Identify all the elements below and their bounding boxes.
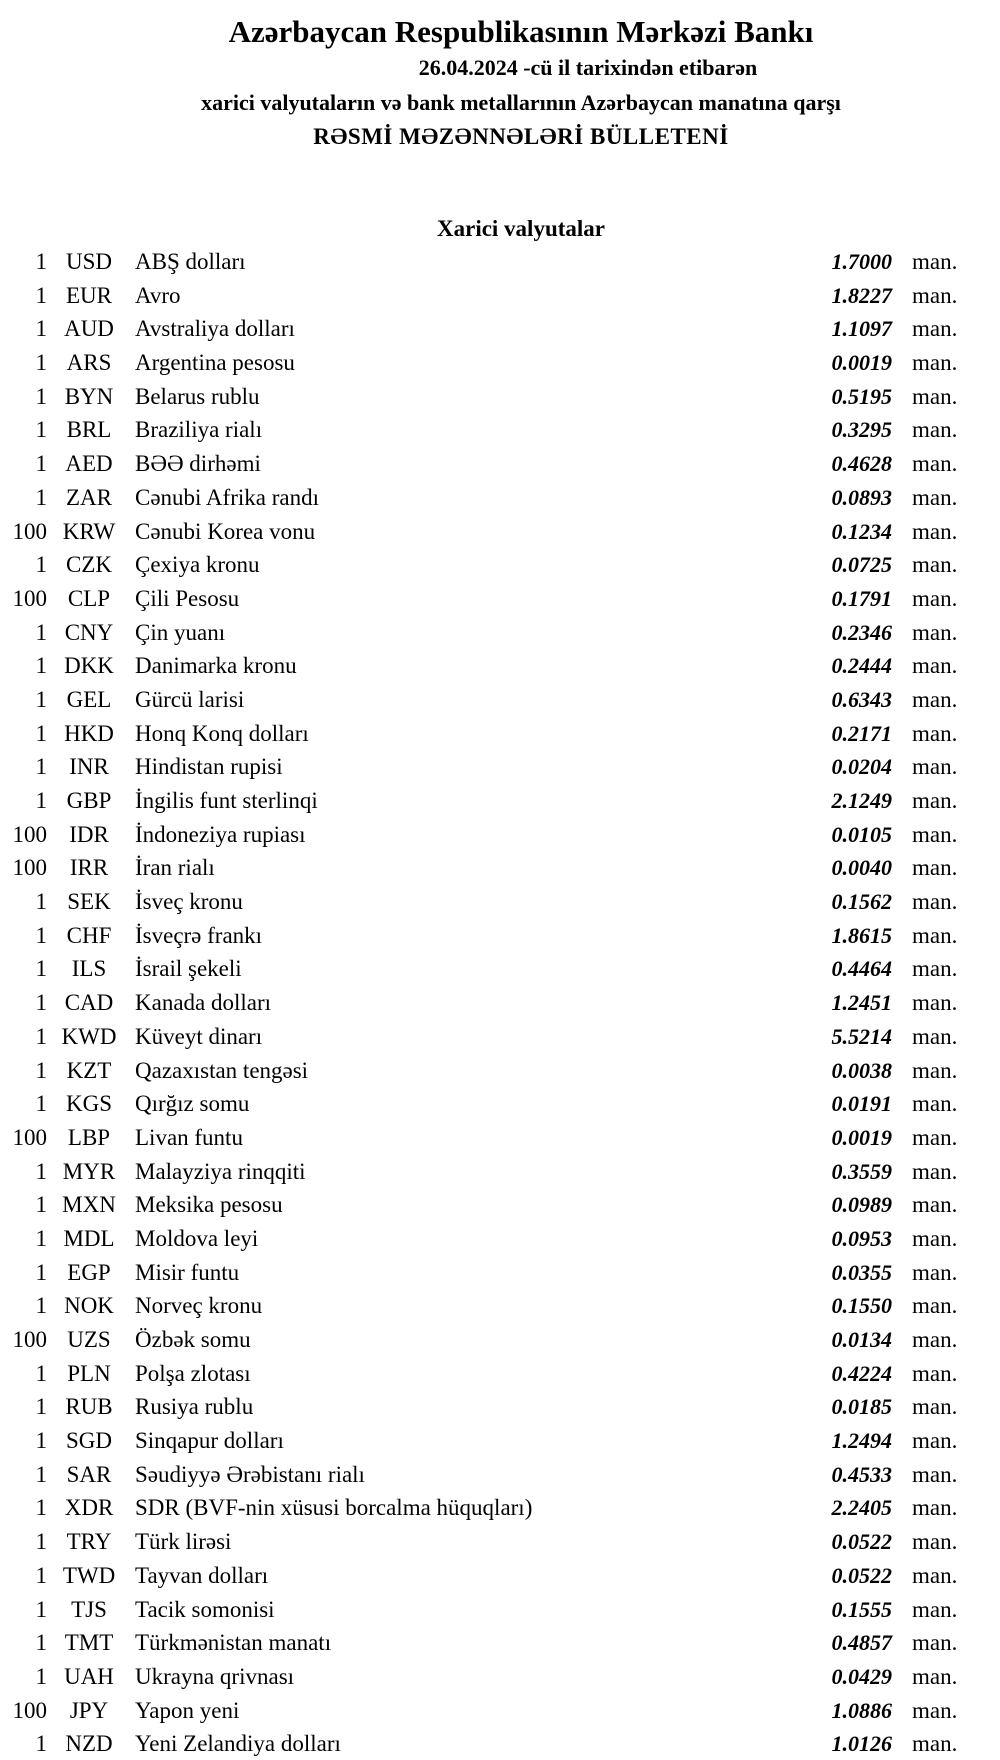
currency-code: UAH — [64, 1663, 114, 1689]
currency-code: TRY — [66, 1529, 112, 1555]
currency-code: NZD — [65, 1731, 113, 1757]
document-title: Azərbaycan Respublikasının Mərkəzi Bankı — [228, 14, 814, 49]
effective-date-line: 26.04.2024 -cü il tarixindən etibarən — [418, 55, 758, 80]
rate-value: 0.3295 — [831, 417, 892, 443]
rate-value: 0.1555 — [831, 1596, 892, 1622]
currency-name: Qazaxıstan tengəsi — [135, 1057, 309, 1083]
currency-code: KZT — [66, 1057, 112, 1083]
table-row — [0, 1357, 1000, 1391]
table-row — [0, 818, 1000, 852]
currency-name: Kanada dolları — [135, 990, 272, 1016]
currency-code: ZAR — [66, 484, 112, 510]
rate-value: 0.2171 — [831, 720, 892, 746]
unit-label: man. — [912, 1495, 958, 1521]
rate-value: 0.4628 — [831, 451, 892, 477]
table-row — [0, 750, 1000, 784]
rate-value: 0.0191 — [831, 1091, 892, 1117]
unit-label: man. — [912, 754, 958, 780]
quantity-value: 1 — [35, 990, 47, 1016]
rate-value: 1.0126 — [831, 1731, 892, 1757]
currency-name: ABŞ dolları — [135, 249, 246, 274]
table-row — [0, 851, 1000, 885]
table-row — [0, 885, 1000, 919]
rate-value: 0.0019 — [831, 350, 892, 376]
currency-name: Cənubi Afrika randı — [135, 484, 319, 510]
currency-name: Türkmənistan manatı — [135, 1630, 332, 1656]
unit-label: man. — [912, 1663, 958, 1689]
table-row — [0, 380, 1000, 414]
subject-line: xarici valyutaların və bank metallarının Azərbaycan manatına qarşı — [201, 90, 841, 115]
quantity-value: 1 — [35, 1461, 47, 1487]
currency-code: CAD — [64, 990, 114, 1016]
table-row — [0, 1593, 1000, 1627]
currency-code: BYN — [64, 383, 114, 409]
table-row — [0, 1458, 1000, 1492]
quantity-value: 1 — [35, 653, 47, 679]
table-row — [0, 1323, 1000, 1357]
currency-code: LBP — [67, 1124, 111, 1150]
section-title-foreign-currencies: Xarici valyutalar — [437, 216, 605, 241]
rate-value: 0.1562 — [831, 889, 892, 915]
rate-value: 0.2444 — [831, 653, 892, 679]
quantity-value: 1 — [35, 1057, 47, 1083]
table-row — [0, 1660, 1000, 1694]
rate-value: 0.0522 — [831, 1529, 892, 1555]
unit-label: man. — [912, 1057, 958, 1083]
table-row — [0, 1188, 1000, 1222]
unit-label: man. — [912, 1529, 958, 1555]
quantity-value: 1 — [35, 619, 47, 645]
currency-code: TMT — [64, 1630, 114, 1656]
table-row — [0, 919, 1000, 953]
rate-value: 0.0038 — [831, 1057, 892, 1083]
currency-name: Rusiya rublu — [135, 1394, 254, 1420]
quantity-value: 1 — [35, 350, 47, 376]
currency-code: IDR — [69, 821, 109, 847]
rate-value: 2.1249 — [831, 788, 892, 813]
currency-code: NOK — [64, 1293, 114, 1319]
currency-name: Özbək somu — [135, 1327, 251, 1352]
table-row — [0, 952, 1000, 986]
quantity-value: 100 — [12, 1327, 47, 1352]
currency-name: İran rialı — [135, 855, 215, 881]
currency-name: Tacik somonisi — [135, 1596, 275, 1622]
unit-label: man. — [912, 350, 958, 376]
currency-code: TJS — [71, 1596, 107, 1622]
currency-name: Argentina pesosu — [135, 350, 295, 376]
quantity-value: 1 — [35, 1630, 47, 1656]
unit-label: man. — [912, 316, 958, 342]
quantity-value: 1 — [35, 956, 47, 982]
currency-code: MDL — [63, 1225, 115, 1251]
unit-label: man. — [912, 451, 958, 477]
table-row — [0, 1020, 1000, 1054]
currency-name: Hindistan rupisi — [135, 754, 283, 780]
quantity-value: 1 — [35, 249, 47, 274]
unit-label: man. — [912, 889, 958, 915]
currency-code: CHF — [66, 922, 112, 948]
rate-value: 0.4857 — [831, 1630, 892, 1656]
currency-name: Gürcü larisi — [135, 686, 245, 712]
unit-label: man. — [912, 619, 958, 645]
currency-code: IRR — [69, 855, 109, 881]
currency-name: Tayvan dolları — [135, 1562, 269, 1588]
currency-name: Türk lirəsi — [135, 1529, 232, 1555]
unit-label: man. — [912, 855, 958, 881]
rate-value: 0.0204 — [831, 754, 892, 780]
currency-name: Meksika pesosu — [135, 1192, 283, 1218]
currency-code: HKD — [64, 720, 114, 746]
unit-label: man. — [912, 484, 958, 510]
unit-label: man. — [912, 1327, 958, 1352]
currency-code: KGS — [65, 1091, 112, 1117]
table-row — [0, 582, 1000, 616]
rate-value: 0.5195 — [831, 383, 892, 409]
unit-label: man. — [912, 720, 958, 746]
currency-code: CZK — [66, 552, 112, 578]
currency-name: Yeni Zelandiya dolları — [135, 1731, 341, 1757]
currency-name: İsrail şekeli — [135, 956, 242, 982]
currency-code: BRL — [66, 417, 112, 443]
table-row — [0, 1424, 1000, 1458]
currency-code: DKK — [64, 653, 114, 679]
table-row — [0, 717, 1000, 751]
quantity-value: 1 — [35, 1428, 47, 1454]
currency-code: MXN — [62, 1192, 116, 1218]
quantity-value: 1 — [35, 686, 47, 712]
currency-name: Moldova leyi — [135, 1225, 259, 1251]
quantity-value: 1 — [35, 1259, 47, 1285]
currency-name: Səudiyyə Ərəbistanı rialı — [135, 1461, 365, 1487]
unit-label: man. — [912, 1562, 958, 1588]
unit-label: man. — [912, 383, 958, 409]
table-row — [0, 649, 1000, 683]
unit-label: man. — [912, 922, 958, 948]
quantity-value: 1 — [35, 720, 47, 746]
table-row — [0, 616, 1000, 650]
currency-name: Honq Konq dolları — [135, 720, 309, 746]
currency-code: XDR — [64, 1495, 114, 1521]
quantity-value: 100 — [12, 1124, 47, 1150]
currency-name: Malayziya rinqqiti — [135, 1158, 306, 1184]
rate-value: 0.4533 — [831, 1461, 892, 1487]
currency-name: Avstraliya dolları — [135, 316, 295, 342]
rate-value: 0.0040 — [831, 855, 892, 881]
unit-label: man. — [912, 1360, 958, 1386]
unit-label: man. — [912, 1394, 958, 1420]
currency-name: Norveç kronu — [135, 1293, 263, 1319]
table-row — [0, 986, 1000, 1020]
rate-value: 0.0134 — [831, 1327, 892, 1352]
quantity-value: 1 — [35, 754, 47, 780]
currency-name: Qırğız somu — [135, 1091, 250, 1117]
bulletin-title: RƏSMİ MƏZƏNNƏLƏRİ BÜLLETENİ — [313, 124, 729, 149]
table-row — [0, 1626, 1000, 1660]
currency-code: INR — [69, 754, 109, 780]
currency-name: Çexiya kronu — [135, 552, 260, 578]
quantity-value: 1 — [35, 451, 47, 477]
table-row — [0, 1256, 1000, 1290]
unit-label: man. — [912, 956, 958, 982]
rate-value: 0.4464 — [831, 956, 892, 982]
rate-value: 0.3559 — [831, 1158, 892, 1184]
quantity-value: 1 — [35, 282, 47, 308]
rate-value: 1.0886 — [831, 1697, 892, 1723]
unit-label: man. — [912, 686, 958, 712]
unit-label: man. — [912, 282, 958, 308]
currency-code: CLP — [67, 585, 111, 611]
rate-value: 0.6343 — [831, 686, 892, 712]
table-row — [0, 481, 1000, 515]
unit-label: man. — [912, 1259, 958, 1285]
unit-label: man. — [912, 1124, 958, 1150]
quantity-value: 100 — [12, 585, 47, 611]
rate-value: 0.0989 — [831, 1192, 892, 1218]
table-row — [0, 1694, 1000, 1728]
quantity-value: 1 — [35, 1192, 47, 1218]
table-row — [0, 1155, 1000, 1189]
rate-value: 0.0185 — [831, 1394, 892, 1420]
quantity-value: 1 — [35, 1562, 47, 1588]
table-row — [0, 312, 1000, 346]
table-row — [0, 413, 1000, 447]
unit-label: man. — [912, 1225, 958, 1251]
quantity-value: 100 — [12, 518, 47, 544]
quantity-value: 1 — [35, 484, 47, 510]
unit-label: man. — [912, 1158, 958, 1184]
currency-name: SDR (BVF-nin xüsusi borcalma hüquqları) — [135, 1495, 533, 1521]
currency-name: İngilis funt sterlinqi — [135, 788, 318, 813]
currency-code: JPY — [69, 1697, 109, 1723]
rate-value: 1.1097 — [831, 316, 892, 342]
currency-code: GEL — [66, 686, 112, 712]
quantity-value: 1 — [35, 552, 47, 578]
quantity-value: 1 — [35, 1360, 47, 1386]
currency-name: Livan funtu — [135, 1124, 243, 1150]
currency-name: Danimarka kronu — [135, 653, 297, 679]
rate-value: 0.1550 — [831, 1293, 892, 1319]
table-row — [0, 1491, 1000, 1525]
currency-code: KRW — [62, 518, 116, 544]
unit-label: man. — [912, 821, 958, 847]
quantity-value: 1 — [35, 889, 47, 915]
rate-value: 0.1791 — [831, 585, 892, 611]
quantity-value: 1 — [35, 1663, 47, 1689]
currency-name: Sinqapur dolları — [135, 1428, 284, 1454]
table-row — [0, 1121, 1000, 1155]
rate-value: 0.0105 — [831, 821, 892, 847]
quantity-value: 1 — [35, 1394, 47, 1420]
quantity-value: 1 — [35, 383, 47, 409]
table-row — [0, 1390, 1000, 1424]
rate-value: 0.0522 — [831, 1562, 892, 1588]
rate-value: 0.2346 — [831, 619, 892, 645]
currency-code: SGD — [65, 1428, 112, 1454]
currency-name: İndoneziya rupiası — [135, 821, 306, 847]
unit-label: man. — [912, 417, 958, 443]
currency-name: Çili Pesosu — [135, 585, 240, 611]
table-row — [0, 1727, 1000, 1760]
table-row — [0, 1222, 1000, 1256]
unit-label: man. — [912, 990, 958, 1016]
quantity-value: 100 — [12, 1697, 47, 1723]
currency-code: EGP — [67, 1259, 111, 1285]
quantity-value: 1 — [35, 316, 47, 342]
table-row — [0, 515, 1000, 549]
currency-code: SEK — [67, 889, 111, 915]
currency-code: EUR — [66, 282, 112, 308]
quantity-value: 1 — [35, 1293, 47, 1319]
rate-value: 2.2405 — [831, 1495, 892, 1521]
table-row — [0, 1289, 1000, 1323]
currency-code: UZS — [67, 1327, 111, 1352]
rate-value: 0.0893 — [831, 484, 892, 510]
currency-code: MYR — [62, 1158, 116, 1184]
currency-name: Ukrayna qrivnası — [135, 1663, 295, 1689]
currency-code: TWD — [62, 1562, 116, 1588]
unit-label: man. — [912, 1192, 958, 1218]
currency-name: İsveç kronu — [135, 889, 243, 915]
unit-label: man. — [912, 518, 958, 544]
currency-code: PLN — [67, 1360, 111, 1386]
rate-value: 0.0953 — [831, 1225, 892, 1251]
table-row — [0, 1054, 1000, 1088]
table-row — [0, 279, 1000, 313]
quantity-value: 1 — [35, 1158, 47, 1184]
rate-value: 1.8615 — [831, 922, 892, 948]
currency-code: GBP — [66, 788, 112, 813]
currency-name: Cənubi Korea vonu — [135, 518, 316, 544]
currency-name: Avro — [135, 282, 181, 308]
table-row — [0, 1087, 1000, 1121]
currency-name: Polşa zlotası — [135, 1360, 251, 1386]
table-row — [0, 548, 1000, 582]
currency-name: BƏƏ dirhəmi — [135, 451, 261, 477]
unit-label: man. — [912, 1596, 958, 1622]
table-row — [0, 683, 1000, 717]
currency-code: USD — [65, 249, 112, 274]
quantity-value: 1 — [35, 1225, 47, 1251]
quantity-value: 1 — [35, 788, 47, 813]
table-row — [0, 245, 1000, 279]
quantity-value: 1 — [35, 1596, 47, 1622]
table-row — [0, 346, 1000, 380]
currency-code: ARS — [66, 350, 112, 376]
rate-value: 1.8227 — [831, 282, 892, 308]
unit-label: man. — [912, 1630, 958, 1656]
quantity-value: 100 — [12, 855, 47, 881]
unit-label: man. — [912, 653, 958, 679]
rates-table — [0, 245, 1000, 1760]
unit-label: man. — [912, 1293, 958, 1319]
currency-code: ILS — [71, 956, 107, 982]
quantity-value: 1 — [35, 1023, 47, 1049]
currency-name: Misir funtu — [135, 1259, 240, 1285]
rate-value: 0.0355 — [831, 1259, 892, 1285]
currency-code: KWD — [61, 1023, 117, 1049]
quantity-value: 1 — [35, 417, 47, 443]
unit-label: man. — [912, 249, 958, 274]
currency-code: AUD — [64, 316, 114, 342]
quantity-value: 1 — [35, 1529, 47, 1555]
table-row — [0, 784, 1000, 818]
rate-value: 0.0429 — [831, 1663, 892, 1689]
currency-code: CNY — [64, 619, 114, 645]
quantity-value: 100 — [12, 821, 47, 847]
rate-value: 1.2494 — [831, 1428, 892, 1454]
currency-name: Braziliya rialı — [135, 417, 263, 443]
quantity-value: 1 — [35, 922, 47, 948]
unit-label: man. — [912, 1428, 958, 1454]
unit-label: man. — [912, 552, 958, 578]
unit-label: man. — [912, 1461, 958, 1487]
currency-code: AED — [65, 451, 113, 477]
table-row — [0, 1525, 1000, 1559]
unit-label: man. — [912, 1697, 958, 1723]
quantity-value: 1 — [35, 1091, 47, 1117]
quantity-value: 1 — [35, 1731, 47, 1757]
unit-label: man. — [912, 585, 958, 611]
rate-value: 5.5214 — [831, 1023, 892, 1049]
quantity-value: 1 — [35, 1495, 47, 1521]
currency-name: Yapon yeni — [135, 1697, 240, 1723]
currency-code: SAR — [66, 1461, 112, 1487]
currency-name: Küveyt dinarı — [135, 1023, 263, 1049]
table-row — [0, 1559, 1000, 1593]
unit-label: man. — [912, 1091, 958, 1117]
currency-code: RUB — [65, 1394, 113, 1420]
rate-value: 0.0019 — [831, 1124, 892, 1150]
rate-value: 0.4224 — [831, 1360, 892, 1386]
rate-value: 1.7000 — [831, 249, 892, 274]
unit-label: man. — [912, 1731, 958, 1757]
currency-name: Belarus rublu — [135, 383, 260, 409]
currency-name: İsveçrə frankı — [135, 922, 263, 948]
table-row — [0, 447, 1000, 481]
rate-value: 0.0725 — [831, 552, 892, 578]
rate-value: 0.1234 — [831, 518, 892, 544]
rate-value: 1.2451 — [831, 990, 892, 1016]
unit-label: man. — [912, 788, 958, 813]
unit-label: man. — [912, 1023, 958, 1049]
currency-name: Çin yuanı — [135, 619, 226, 645]
